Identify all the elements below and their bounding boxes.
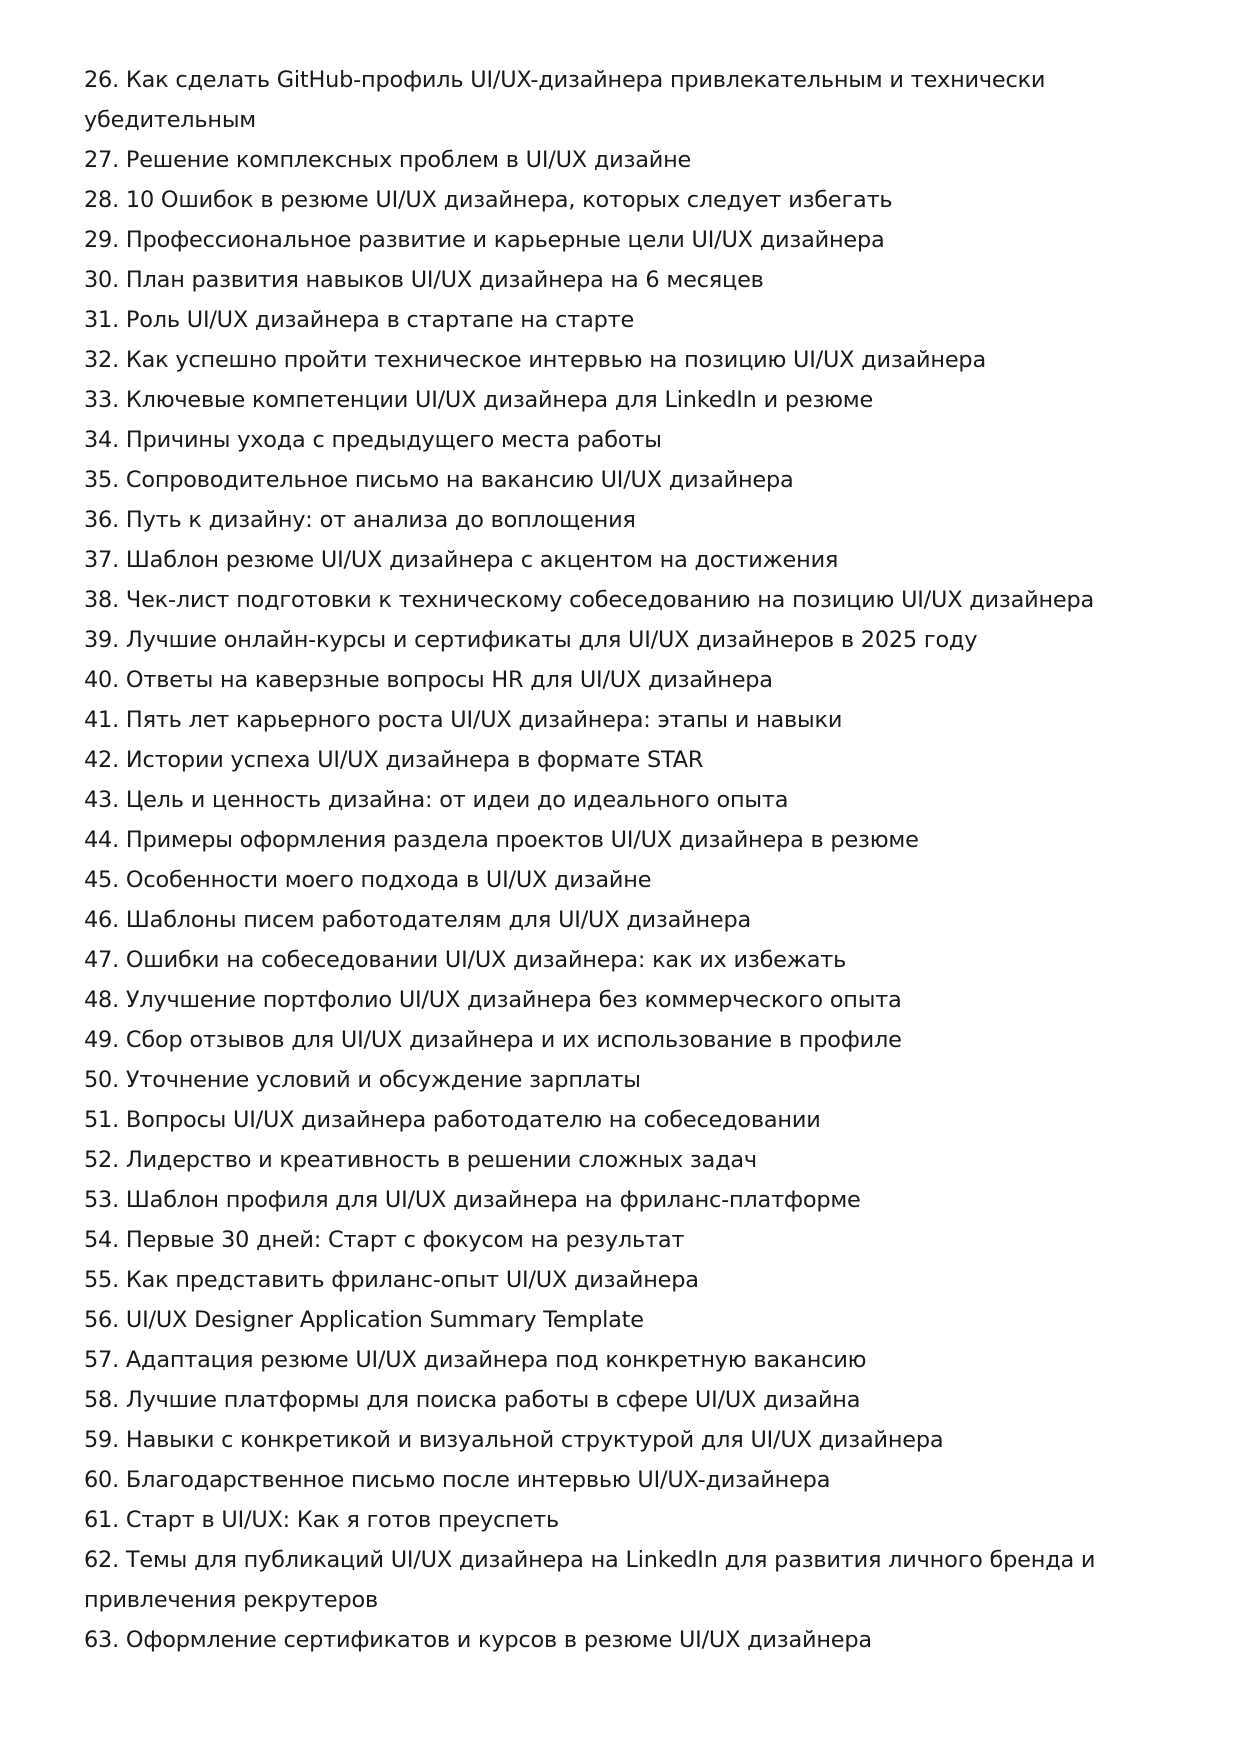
list-item: 51. Вопросы UI/UX дизайнера работодателю на собеседовании (84, 1107, 821, 1133)
list-item: 33. Ключевые компетенции UI/UX дизайнера для LinkedIn и резюме (84, 387, 874, 413)
list-item: 26. Как сделать GitHub-профиль UI/UX-дизайнера привлекательным и технически убедительным (84, 67, 1046, 133)
list-item: 34. Причины ухода с предыдущего места работы (84, 427, 662, 453)
list-item: 58. Лучшие платформы для поиска работы в сфере UI/UX дизайна (84, 1387, 861, 1413)
list-item: 59. Навыки с конкретикой и визуальной структурой для UI/UX дизайнера (84, 1427, 944, 1453)
list-item: 44. Примеры оформления раздела проектов UI/UX дизайнера в резюме (84, 827, 919, 853)
list-item: 29. Профессиональное развитие и карьерные цели UI/UX дизайнера (84, 227, 885, 253)
list-item: 52. Лидерство и креативность в решении сложных задач (84, 1147, 757, 1173)
list-item: 55. Как представить фриланс-опыт UI/UX дизайнера (84, 1267, 699, 1293)
list-item: 43. Цель и ценность дизайна: от идеи до идеального опыта (84, 787, 789, 813)
document-page (84, 60, 1164, 1660)
topic-list (84, 60, 1164, 1660)
list-item: 39. Лучшие онлайн-курсы и сертификаты для UI/UX дизайнеров в 2025 году (84, 627, 978, 653)
list-item: 28. 10 Ошибок в резюме UI/UX дизайнера, которых следует избегать (84, 187, 893, 213)
list-item: 30. План развития навыков UI/UX дизайнера на 6 месяцев (84, 267, 764, 293)
list-item: 63. Оформление сертификатов и курсов в резюме UI/UX дизайнера (84, 1627, 872, 1653)
list-item: 54. Первые 30 дней: Старт с фокусом на результат (84, 1227, 685, 1253)
list-item: 41. Пять лет карьерного роста UI/UX дизайнера: этапы и навыки (84, 707, 843, 733)
list-item: 50. Уточнение условий и обсуждение зарплаты (84, 1067, 641, 1093)
list-item: 49. Сбор отзывов для UI/UX дизайнера и их использование в профиле (84, 1027, 902, 1053)
list-item: 61. Старт в UI/UX: Как я готов преуспеть (84, 1507, 559, 1533)
list-item: 56. UI/UX Designer Application Summary Template (84, 1307, 644, 1333)
list-item: 35. Сопроводительное письмо на вакансию UI/UX дизайнера (84, 467, 794, 493)
list-item: 45. Особенности моего подхода в UI/UX дизайне (84, 867, 652, 893)
list-item: 53. Шаблон профиля для UI/UX дизайнера на фриланс-платформе (84, 1187, 861, 1213)
list-item: 38. Чек-лист подготовки к техническому собеседованию на позицию UI/UX дизайнера (84, 587, 1095, 613)
list-item: 42. Истории успеха UI/UX дизайнера в формате STAR (84, 747, 704, 773)
list-item: 60. Благодарственное письмо после интервью UI/UX-дизайнера (84, 1467, 831, 1493)
list-item: 62. Темы для публикаций UI/UX дизайнера на LinkedIn для развития личного бренда и привлечения рекрутеров (84, 1547, 1096, 1613)
list-item: 27. Решение комплексных проблем в UI/UX дизайне (84, 147, 692, 173)
list-item: 47. Ошибки на собеседовании UI/UX дизайнера: как их избежать (84, 947, 847, 973)
list-item: 36. Путь к дизайну: от анализа до воплощения (84, 507, 636, 533)
list-item: 48. Улучшение портфолио UI/UX дизайнера без коммерческого опыта (84, 987, 902, 1013)
list-item: 32. Как успешно пройти техническое интервью на позицию UI/UX дизайнера (84, 347, 986, 373)
list-item: 37. Шаблон резюме UI/UX дизайнера с акцентом на достижения (84, 547, 839, 573)
list-item: 40. Ответы на каверзные вопросы HR для UI/UX дизайнера (84, 667, 773, 693)
list-item: 31. Роль UI/UX дизайнера в стартапе на старте (84, 307, 635, 333)
list-item: 57. Адаптация резюме UI/UX дизайнера под конкретную вакансию (84, 1347, 867, 1373)
list-item: 46. Шаблоны писем работодателям для UI/UX дизайнера (84, 907, 752, 933)
